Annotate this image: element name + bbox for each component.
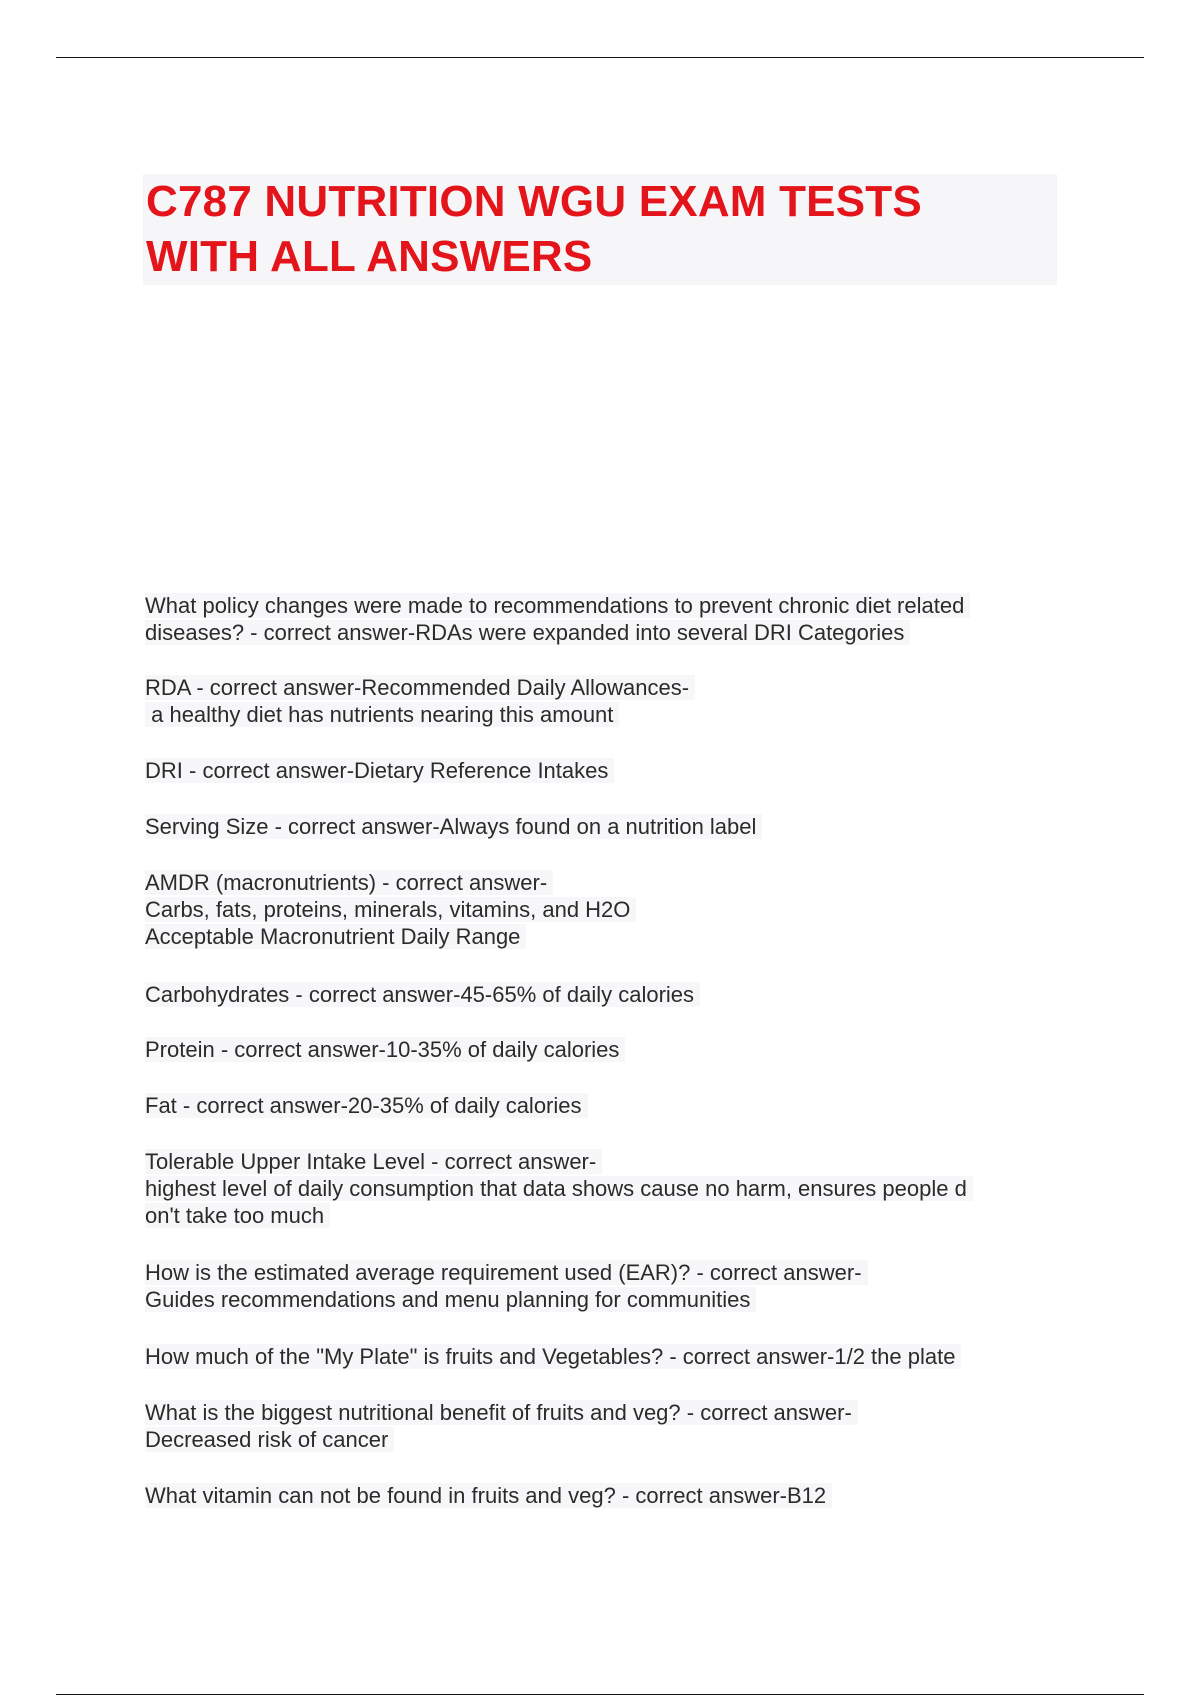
qa-entry-benefit [145, 1399, 858, 1453]
qa-line: What vitamin can not be found in fruits and veg? - correct answer-B12 [145, 1483, 832, 1508]
qa-entry-my-plate [145, 1343, 961, 1370]
qa-entry-carbohydrates [145, 981, 700, 1008]
qa-line: RDA - correct answer-Recommended Daily Allowances- [145, 675, 695, 700]
qa-entry-amdr [145, 869, 636, 950]
qa-line: Carbs, fats, proteins, minerals, vitamins, and H2O [145, 897, 636, 922]
qa-line: How much of the "My Plate" is fruits and Vegetables? - correct answer-1/2 the plate [145, 1344, 961, 1369]
qa-line: Protein - correct answer-10-35% of daily calories [145, 1037, 625, 1062]
qa-line: Fat - correct answer-20-35% of daily calories [145, 1093, 588, 1118]
qa-entry-tolerable-upper-intake [145, 1148, 973, 1229]
bottom-rule [56, 1694, 1144, 1695]
qa-line: highest level of daily consumption that data shows cause no harm, ensures people d [145, 1176, 973, 1201]
qa-line: Serving Size - correct answer-Always found on a nutrition label [145, 814, 762, 839]
qa-entry-vitamin [145, 1482, 832, 1509]
qa-line: a healthy diet has nutrients nearing this amount [145, 702, 619, 727]
qa-line: Carbohydrates - correct answer-45-65% of daily calories [145, 982, 700, 1007]
qa-entry-ear [145, 1259, 868, 1313]
qa-entry-protein [145, 1036, 625, 1063]
document-title-line-2: WITH ALL ANSWERS [146, 232, 593, 281]
qa-line: Decreased risk of cancer [145, 1427, 394, 1452]
qa-line: Guides recommendations and menu planning for communities [145, 1287, 756, 1312]
qa-line: What policy changes were made to recommendations to prevent chronic diet related [145, 593, 970, 618]
qa-line: What is the biggest nutritional benefit of fruits and veg? - correct answer- [145, 1400, 858, 1425]
qa-line: Tolerable Upper Intake Level - correct answer- [145, 1149, 602, 1174]
qa-line: on't take too much [145, 1203, 330, 1228]
qa-line: How is the estimated average requirement used (EAR)? - correct answer- [145, 1260, 868, 1285]
qa-line: AMDR (macronutrients) - correct answer- [145, 870, 553, 895]
qa-entry-dri [145, 757, 614, 784]
qa-entry-rda [145, 674, 695, 728]
top-rule [56, 57, 1144, 58]
qa-entry-policy-changes [145, 592, 970, 646]
qa-line: diseases? - correct answer-RDAs were expanded into several DRI Categories [145, 620, 910, 645]
qa-line: Acceptable Macronutrient Daily Range [145, 924, 526, 949]
document-title-line-1: C787 NUTRITION WGU EXAM TESTS [146, 177, 922, 226]
qa-entry-fat [145, 1092, 588, 1119]
qa-entry-serving-size [145, 813, 762, 840]
qa-line: DRI - correct answer-Dietary Reference Intakes [145, 758, 614, 783]
